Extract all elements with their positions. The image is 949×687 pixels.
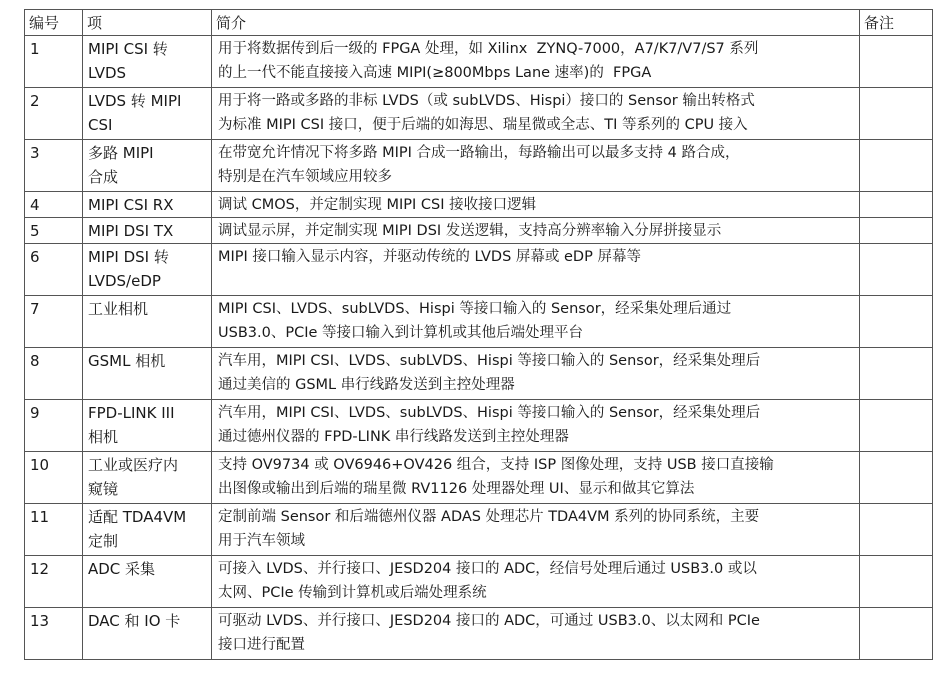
description-line: 可驱动 LVDS、并行接口、JESD204 接口的 ADC，可通过 USB3.0、以太网和 PCIe	[218, 613, 760, 629]
table-container	[24, 9, 933, 660]
item-line: MIPI CSI RX	[88, 196, 174, 214]
item-line: CSI	[88, 116, 113, 134]
row-description	[212, 140, 860, 192]
item-line: MIPI DSI TX	[88, 222, 174, 240]
header-item: 项	[83, 10, 212, 36]
description-line: 汽车用，MIPI CSI、LVDS、subLVDS、Hispi 等接口输入的 Sensor，经采集处理后	[218, 405, 761, 421]
row-item	[83, 608, 212, 660]
row-number: 9	[25, 400, 83, 452]
row-number: 5	[25, 218, 83, 244]
row-number: 1	[25, 36, 83, 88]
item-line: LVDS/eDP	[88, 272, 161, 290]
item-line: MIPI DSI 转	[88, 248, 169, 266]
description-line: 调试 CMOS，并定制实现 MIPI CSI 接收接口逻辑	[218, 197, 537, 213]
description-line: 在带宽允许情况下将多路 MIPI 合成一路输出，每路输出可以最多支持 4 路合成，	[218, 145, 740, 161]
row-note	[860, 400, 933, 452]
table-row	[25, 608, 933, 660]
description-line: 定制前端 Sensor 和后端德州仪器 ADAS 处理芯片 TDA4VM 系列的协同系统，主要	[218, 509, 760, 525]
description-line: 调试显示屏，并定制实现 MIPI DSI 发送逻辑，支持高分辨率输入分屏拼接显示	[218, 223, 722, 239]
table-body	[25, 36, 933, 660]
description-line: 为标准 MIPI CSI 接口，便于后端的如海思、瑞星微或全志、TI 等系列的 CPU 接入	[218, 117, 748, 133]
item-line: FPD-LINK III	[88, 404, 175, 422]
row-item	[83, 192, 212, 218]
table-row	[25, 192, 933, 218]
description-line: USB3.0、PCIe 等接口输入到计算机或其他后端处理平台	[218, 325, 583, 341]
item-line: 工业或医疗内	[88, 456, 179, 474]
row-note	[860, 556, 933, 608]
table-row	[25, 88, 933, 140]
row-note	[860, 244, 933, 296]
row-description	[212, 452, 860, 504]
table-row	[25, 452, 933, 504]
row-item	[83, 36, 212, 88]
row-number: 13	[25, 608, 83, 660]
description-line: 支持 OV9734 或 OV6946+OV426 组合，支持 ISP 图像处理，支持 USB 接口直接输	[218, 457, 774, 473]
row-description	[212, 400, 860, 452]
item-line: 适配 TDA4VM	[88, 508, 187, 526]
feature-table	[24, 9, 933, 660]
table-row	[25, 556, 933, 608]
description-line: 通过美信的 GSML 串行线路发送到主控处理器	[218, 377, 515, 393]
table-row	[25, 244, 933, 296]
row-item	[83, 218, 212, 244]
row-number: 11	[25, 504, 83, 556]
table-row	[25, 400, 933, 452]
table-row	[25, 504, 933, 556]
item-line: LVDS 转 MIPI	[88, 92, 182, 110]
item-line: 窥镜	[88, 480, 119, 498]
table-row	[25, 140, 933, 192]
row-description	[212, 244, 860, 296]
item-line: 工业相机	[88, 300, 149, 318]
description-line: 接口进行配置	[218, 637, 305, 653]
table-row	[25, 296, 933, 348]
description-line: 特别是在汽车领域应用较多	[218, 169, 392, 185]
item-line: GSML 相机	[88, 352, 166, 370]
row-item	[83, 400, 212, 452]
description-line: 用于将数据传到后一级的 FPGA 处理，如 Xilinx ZYNQ-7000，A7/K7/V7/S7 系列	[218, 41, 759, 57]
description-line: 的上一代不能直接接入高速 MIPI(≥800Mbps Lane 速率)的 FPGA	[218, 65, 652, 81]
table-row	[25, 348, 933, 400]
description-line: MIPI CSI、LVDS、subLVDS、Hispi 等接口输入的 Sensor，经采集处理后通过	[218, 301, 732, 317]
item-line: MIPI CSI 转	[88, 40, 168, 58]
description-line: MIPI 接口输入显示内容，并驱动传统的 LVDS 屏幕或 eDP 屏幕等	[218, 249, 641, 265]
row-note	[860, 218, 933, 244]
item-line: 合成	[88, 168, 119, 186]
description-line: 出图像或输出到后端的瑞星微 RV1126 处理器处理 UI、显示和做其它算法	[218, 481, 695, 497]
row-number: 3	[25, 140, 83, 192]
header-desc: 简介	[212, 10, 860, 36]
row-note	[860, 452, 933, 504]
description-line: 用于汽车领域	[218, 533, 305, 549]
row-description	[212, 608, 860, 660]
description-line: 可接入 LVDS、并行接口、JESD204 接口的 ADC，经信号处理后通过 USB3.0 或以	[218, 561, 757, 577]
row-number: 6	[25, 244, 83, 296]
description-line: 用于将一路或多路的非标 LVDS（或 subLVDS、Hispi）接口的 Sensor 输出转格式	[218, 93, 755, 109]
row-description	[212, 556, 860, 608]
row-item	[83, 452, 212, 504]
row-description	[212, 504, 860, 556]
description-line: 汽车用，MIPI CSI、LVDS、subLVDS、Hispi 等接口输入的 Sensor，经采集处理后	[218, 353, 761, 369]
row-number: 12	[25, 556, 83, 608]
item-line: 相机	[88, 428, 119, 446]
row-number: 10	[25, 452, 83, 504]
item-line: 定制	[88, 532, 119, 550]
row-note	[860, 296, 933, 348]
row-item	[83, 556, 212, 608]
row-note	[860, 608, 933, 660]
item-line: DAC 和 IO 卡	[88, 612, 181, 630]
row-description	[212, 36, 860, 88]
row-description	[212, 192, 860, 218]
row-note	[860, 192, 933, 218]
row-note	[860, 88, 933, 140]
item-line: ADC 采集	[88, 560, 156, 578]
header-note: 备注	[860, 10, 933, 36]
row-item	[83, 348, 212, 400]
item-line: 多路 MIPI	[88, 144, 154, 162]
header-num: 编号	[25, 10, 83, 36]
row-description	[212, 296, 860, 348]
table-row	[25, 36, 933, 88]
table-row	[25, 218, 933, 244]
row-item	[83, 88, 212, 140]
item-line: LVDS	[88, 64, 127, 82]
row-note	[860, 140, 933, 192]
row-number: 2	[25, 88, 83, 140]
row-item	[83, 504, 212, 556]
row-item	[83, 296, 212, 348]
row-item	[83, 244, 212, 296]
description-line: 太网、PCIe 传输到计算机或后端处理系统	[218, 585, 487, 601]
row-note	[860, 36, 933, 88]
row-description	[212, 218, 860, 244]
row-description	[212, 88, 860, 140]
row-description	[212, 348, 860, 400]
description-line: 通过德州仪器的 FPD-LINK 串行线路发送到主控处理器	[218, 429, 569, 445]
row-note	[860, 504, 933, 556]
row-note	[860, 348, 933, 400]
row-number: 7	[25, 296, 83, 348]
row-number: 4	[25, 192, 83, 218]
row-number: 8	[25, 348, 83, 400]
header-row	[25, 10, 933, 36]
row-item	[83, 140, 212, 192]
